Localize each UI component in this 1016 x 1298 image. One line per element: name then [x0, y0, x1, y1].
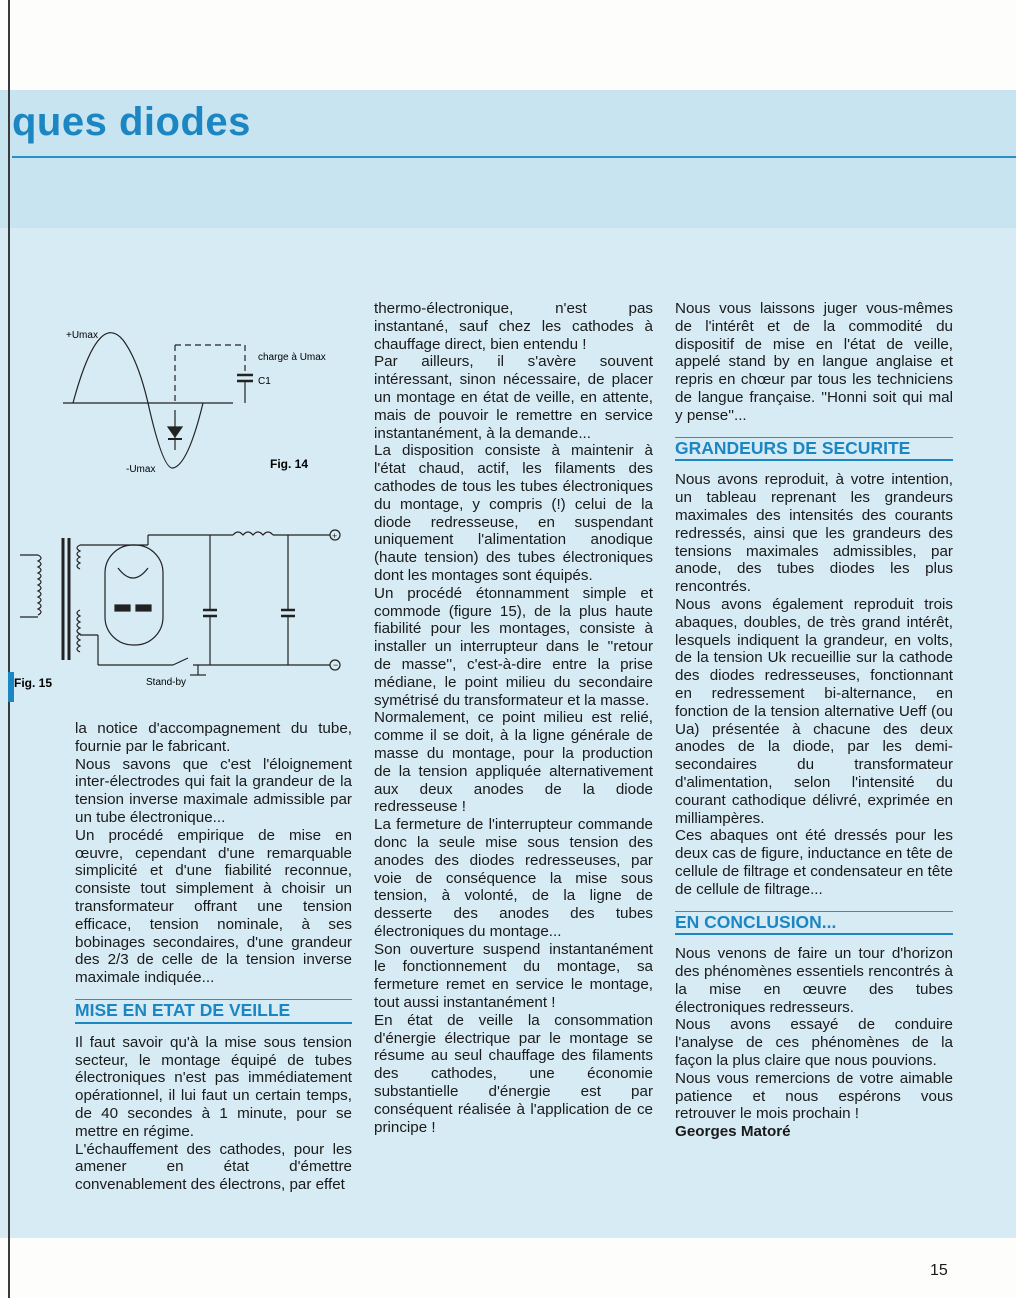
footer-band — [0, 1238, 1016, 1298]
paragraph: La fermeture de l'interrupteur commande donc la seule mise sous tension des anodes des diodes redresseuses, par voie de conséquence la mise sous tension, à volonté, de la ligne de desserte des anodes des tubes électroniques du montage... — [374, 816, 653, 940]
paragraph: Nous vous laissons juger vous-mêmes de l'intérêt et de la commodité du dispositif de mise en l'état de veille, appelé stand by en langue anglaise et repris en chœur par tous les techniciens de langue française. ''Honni soit qui mal y pense''... — [675, 300, 953, 424]
column-3 — [675, 300, 953, 1141]
paragraph: Nous vous remercions de votre aimable patience et nous espérons vous retrouver le mois prochain ! — [675, 1069, 953, 1123]
fig15-standby-label: Stand-by — [146, 677, 187, 688]
paragraph: Ces abaques ont été dressés pour les deux cas de figure, inductance en tête de cellule de filtrage et condensateur en tête de cellule de filtrage... — [675, 827, 953, 898]
fig15-choke — [233, 532, 273, 535]
paragraph: la notice d'accompagnement du tube, fournie par le fabricant. — [75, 720, 352, 755]
fig14-sine — [73, 333, 203, 468]
column-1 — [75, 720, 352, 1194]
page-title: ques diodes — [12, 100, 251, 144]
paragraph: Nous avons reproduit, à votre intention, un tableau reprenant les grandeurs maximales des intensités des courants redressés, ainsi que les grandeurs des tensions maximales admissibles, par anode, des tubes diodes les plus rencontrés. — [675, 471, 953, 596]
fig15-hv-winding — [77, 610, 80, 652]
paragraph: Un procédé empirique de mise en œuvre, cependant d'une remarquable simplicité et d'une fiabilité reconnue, consiste tout simplement à choisir un transformateur offrant une tension efficace, tension nominale, à ses bobinages secondaires, d'une grandeur des 2/3 de celle de la tension inverse maximale indiquée... — [75, 826, 352, 987]
fig14-neg-umax: -Umax — [126, 464, 156, 475]
paragraph: Nous avons également reproduit trois abaques, doubles, de très grand intérêt, lesquels indiquent la grandeur, en volts, de la tension Uk recueillie sur la cathode des diodes redresseuses, fonctionnant en redressement bi-alternance, en fonction de la tension alternative Ueff (ou Ua) présentée à chacune des deux anodes de la diode, par les demi-secondaires du transformateur d'alimentation, selon l'intensité du courant cathodique délivré, exprimée en milliampères. — [675, 595, 953, 827]
fig15-label: Fig. 15 — [14, 676, 53, 690]
paragraph: thermo-électronique, n'est pas instantané, sauf chez les cathodes à chauffage direct, bien entendu ! — [374, 300, 653, 353]
fig15-tab-marker — [8, 672, 14, 702]
fig15-heater-winding — [77, 545, 80, 569]
fig15-primary — [20, 555, 41, 617]
fig14-cap-label: C1 — [258, 376, 271, 387]
author-signature: Georges Matoré — [675, 1123, 791, 1141]
paragraph: Par ailleurs, il s'avère souvent intéressant, sinon nécessaire, de placer un montage en état de veille, en attente, mais de pouvoir le remettre en service instantanément, à la demande... — [374, 353, 653, 442]
page-number: 15 — [930, 1262, 948, 1279]
section-heading: MISE EN ETAT DE VEILLE — [75, 999, 352, 1024]
svg-text:+: + — [332, 531, 338, 541]
paragraph: La disposition consiste à maintenir à l'état chaud, actif, les filaments des cathodes de tous les tubes électroniques du montage, y compris (!) celui de la diode redresseuse, en suspendant uniquement l'alimentation anodique (haute tension) des tubes électroniques dont les montages sont équipés. — [374, 442, 653, 584]
paragraph: Nous venons de faire un tour d'horizon des phénomènes essentiels rencontrés à la mise en œuvre des tubes électroniques redresseurs. — [675, 945, 953, 1016]
paragraph: Un procédé étonnamment simple et commode (figure 15), de la plus haute fiabilité pour les montages, consiste à installer un interrupteur dans le ''retour de masse'', c'est-à-dire entre la prise médiane, le point milieu du secondaire symétrisé du transformateur et la masse. — [374, 584, 653, 709]
figure-area — [8, 300, 353, 695]
paragraph: Normalement, ce point milieu est relié, comme il se doit, à la ligne générale de masse du montage, pour la production de la tension appliquée alternativement aux deux anodes de la diode redresseuse ! — [374, 709, 653, 816]
fig14-charge-label: charge à Umax — [258, 352, 326, 363]
title-underline — [12, 156, 1016, 158]
paragraph: L'échauffement des cathodes, pour les amener en état d'émettre convenablement des électrons, par effet — [75, 1140, 352, 1194]
fig15-tube — [105, 545, 163, 645]
paragraph: Il faut savoir qu'à la mise sous tension secteur, le montage équipé de tubes électroniques n'est pas immédiatement opérationnel, il lui faut un certain temps, de 40 secondes à 1 minute, pour se mettre en régime. — [75, 1033, 352, 1140]
column-2 — [374, 300, 653, 1136]
circuit-figures — [8, 300, 353, 695]
fig14-label: Fig. 14 — [270, 457, 309, 471]
svg-text:−: − — [333, 660, 339, 670]
fig14-umax: +Umax — [66, 330, 98, 341]
section-heading: EN CONCLUSION... — [675, 911, 953, 936]
paragraph: Nous savons que c'est l'éloignement inter-électrodes qui fait la grandeur de la tension inverse maximale admissible par un tube électronique... — [75, 755, 352, 826]
paragraph: Nous avons essayé de conduire l'analyse de ces phénomènes de la façon la plus claire que nous pouvions. — [675, 1016, 953, 1070]
paragraph: En état de veille la consommation d'énergie électrique par le montage se résume au seul chauffage des filaments des cathodes, une économie substantielle d'énergie est par conséquent réalisée à l'application de ce principe ! — [374, 1011, 653, 1136]
paragraph: Son ouverture suspend instantanément le fonctionnement du montage, sa fermeture remet en service le montage, tout aussi instantanément ! — [374, 940, 653, 1012]
fig15-diagram — [20, 530, 340, 675]
fig14-diagram — [63, 333, 253, 468]
section-heading: GRANDEURS DE SECURITE — [675, 437, 953, 462]
fig15-switch — [173, 658, 188, 665]
